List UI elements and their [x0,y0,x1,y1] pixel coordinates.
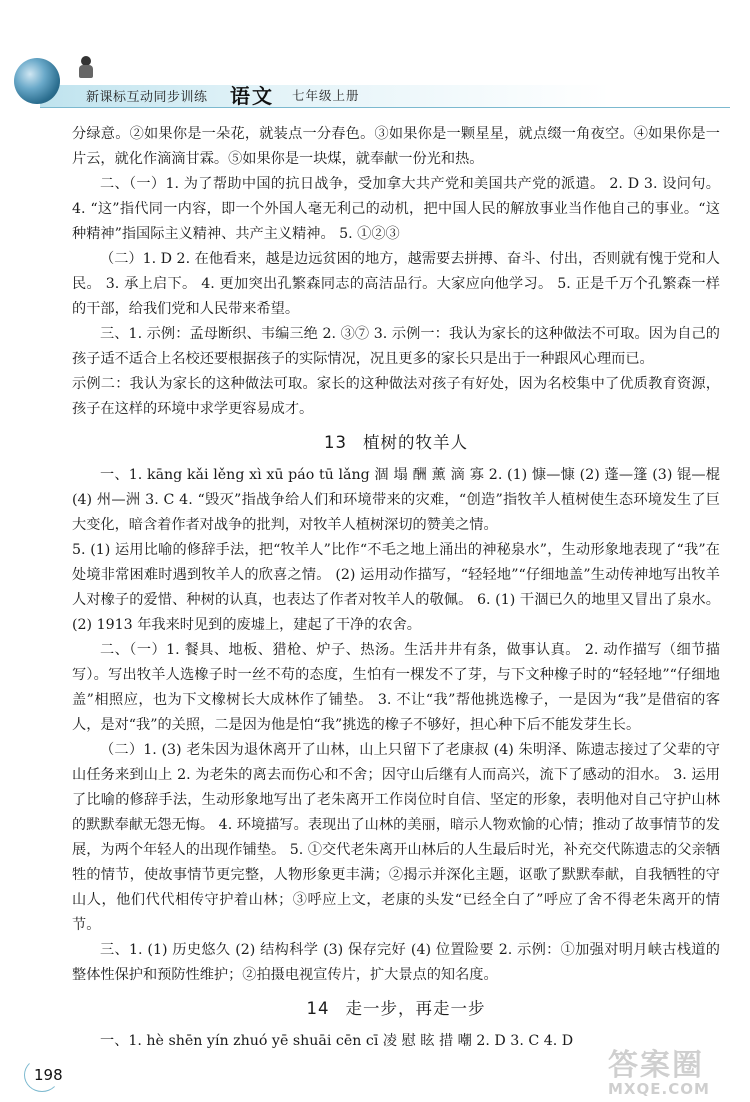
page-header [0,0,750,110]
subject-title: 语文 [230,84,274,108]
answer-paragraph: 分绿意。②如果你是一朵花，就装点一分春色。③如果你是一颗星星，就点缀一角夜空。④如果你是一片云，就化作滴滴甘霖。⑤如果你是一块煤，就奉献一份光和热。 [72,126,720,167]
answer-paragraph: 三、1. 示例：孟母断织、韦编三绝 2. ③⑦ 3. 示例一：我认为家长的这种做法不可取。因为自己的孩子适不适合上名校还要根据孩子的实际情况，况且更多的家长只是出于一种跟风心理而已。 [72,326,720,367]
series-title: 新课标互动同步训练 [86,90,208,105]
globe-logo-icon [14,58,60,104]
watermark-text: 答案圈 [608,1048,704,1083]
answer-paragraph: 一、1. kāng kǎi lěng xì xū páo tū lǎng 涸 塌 酬 薰 滴 寡 2. (1) 慷—慷 (2) 蓬—篷 (3) 锟—棍 (4) 州—洲 3. C 4. “毁灭”指战争给人们和环境带来的灾难，“创造”指牧羊人植树使生态环境发生了巨大变化，暗含着作者对战争的批判，对牧羊人植树深切的赞美之情。 [72,467,720,533]
mascot-icon [78,56,94,78]
answer-paragraph: （二）1. D 2. 在他看来，越是边远贫困的地方，越需要去拼搏、奋斗、付出，否则就有愧于党和人民。 3. 承上启下。 4. 更加突出孔繁森同志的高洁品行。大家应向他学习。 5. 正是千万个孔繁森一样的干部，给我们党和人民带来希望。 [72,251,720,317]
site-watermark [608,1040,738,1096]
answer-paragraph: 示例二：我认为家长的这种做法可取。家长的这种做法对孩子有好处，因为名校集中了优质教育资源，孩子在这样的环境中求学更容易成才。 [72,376,720,417]
answer-paragraph: 三、1. (1) 历史悠久 (2) 结构科学 (3) 保存完好 (4) 位置险要 2. 示例：①加强对明月峡古栈道的整体性保护和预防性维护；②拍摄电视宣传片，扩大景点的知名度。 [72,942,720,983]
answer-paragraph: 5. (1) 运用比喻的修辞手法，把“牧羊人”比作“不毛之地上涌出的神秘泉水”，生动形象地表现了“我”在处境非常困难时遇到牧羊人的欣喜之情。 (2) 运用动作描写，“轻轻地”“仔细地盖”生动传神地写出牧羊人对橡子的爱惜、种树的认真，也表达了作者对牧羊人的敬佩。 6. (1) 干涸已久的地里又冒出了泉水。 (2) 1913 年我来时见到的废墟上，建起了干净的农舍。 [72,542,720,633]
answer-paragraph: （二）1. (3) 老朱因为退休离开了山林，山上只留下了老康叔 (4) 朱明泽、陈遗志接过了父辈的守山任务来到山上 2. 为老朱的离去而伤心和不舍；因守山后继有人而高兴，流下了感动的泪水。 3. 运用了比喻的修辞手法，生动形象地写出了老朱离开工作岗位时自信、坚定的形象，表明他对自己守护山林的默默奉献无怨无悔。 4. 环境描写。表现出了山林的美丽，暗示人物欢愉的心情；推动了故事情节的发展，为两个年轻人的出现作铺垫。 5. ①交代老朱离开山林后的人生最后时光，补充交代陈遗志的父亲牺牲的情节，使故事情节更完整，人物形象更丰满；②揭示并深化主题，讴歌了默默奉献，自我牺牲的守山人，他们代代相传守护着山林；③呼应上文，老康的头发“已经全白了”呼应了舍不得老朱离开的情节。 [72,742,720,933]
section-title: 走一步，再走一步 [345,999,486,1018]
section-title: 植树的牧羊人 [363,433,468,452]
page-number: 198 [34,1066,63,1084]
watermark-domain: MXQE.COM [608,1080,710,1098]
section-number: 14 [306,999,330,1018]
answer-paragraph: 二、（一）1. 为了帮助中国的抗日战争，受加拿大共产党和美国共产党的派遣。 2. D 3. 设问句。 4. “这”指代同一内容，即一个外国人毫无利己的动机，把中国人民的解放事业当作他自己的事业。“这种精神”指国际主义精神、共产主义精神。 5. ①②③ [72,176,720,242]
section-heading-14 [72,996,720,1021]
grade-label: 七年级上册 [292,88,360,103]
answer-content [72,122,720,1054]
section-number: 13 [324,433,347,452]
answer-paragraph: 二、（一）1. 餐具、地板、猎枪、炉子、热汤。生活井井有条，做事认真。 2. 动作描写（细节描写）。写出牧羊人选橡子时一丝不苟的态度，生怕有一棵发不了芽，与下文种橡子时的“轻轻地”“仔细地盖”相照应，也为下文橡树长大成林作了铺垫。 3. 不让“我”帮他挑选橡子，一是因为“我”是借宿的客人，是对“我”的关照，二是因为他是怕“我”挑选的橡子不够好，担心种下后不能发芽生长。 [72,642,720,733]
header-rule [40,107,730,108]
answer-paragraph: 一、1. hè shēn yín zhuó yē shuāi cēn cī 凌 慰 眩 措 嘲 2. D 3. C 4. D [100,1033,574,1049]
section-heading-13 [72,430,720,455]
